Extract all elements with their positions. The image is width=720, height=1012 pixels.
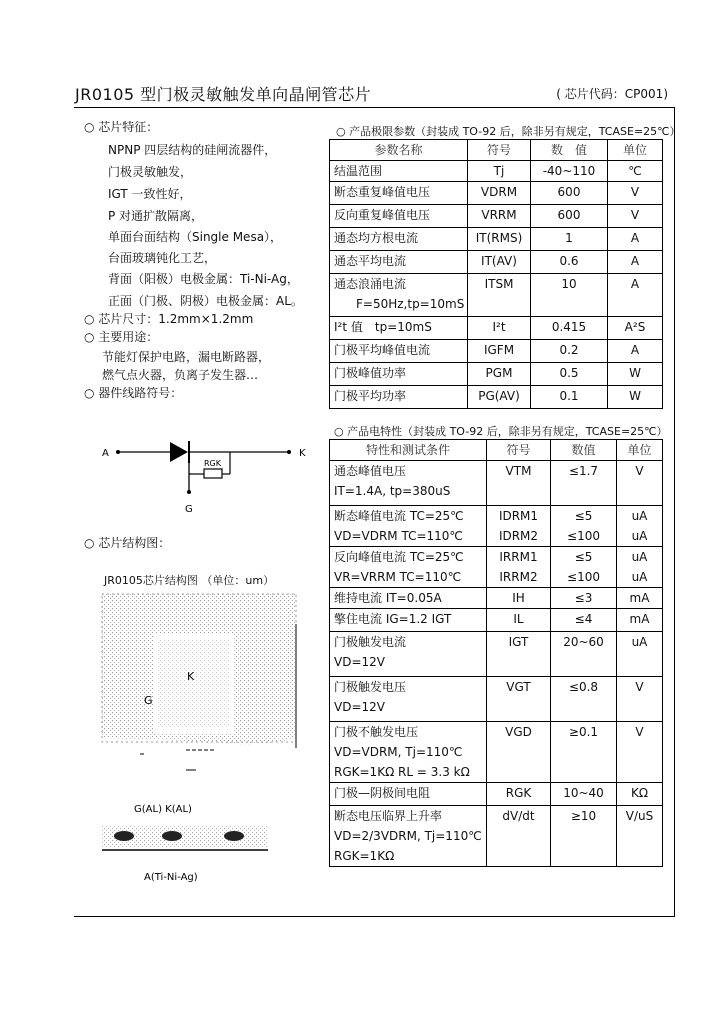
param-value: 0.6 <box>531 251 608 274</box>
cond-line: 反向峰值电流 TC=25℃ <box>334 550 464 564</box>
param-unit: A²S <box>608 317 663 340</box>
col-header: 单位 <box>617 440 663 461</box>
char-symbol: IL <box>487 609 551 632</box>
thyristor-symbol <box>96 430 316 520</box>
char-symbol: IGT <box>487 632 551 677</box>
char-unit: uA <box>631 570 648 584</box>
cond-line: 通态峰值电压 <box>334 464 407 478</box>
col-header: 符号 <box>468 140 531 161</box>
char-unit: uA <box>631 509 648 523</box>
cond-line: 门极触发电流 <box>334 635 407 649</box>
param-symbol: PGM <box>468 363 531 386</box>
table-row <box>330 588 663 609</box>
param-unit: A <box>608 228 663 251</box>
table-row <box>330 722 663 783</box>
param-name: 门极平均峰值电流 <box>330 340 468 363</box>
electrical-table <box>329 439 663 867</box>
table-row <box>330 182 663 205</box>
param-value: 1 <box>531 228 608 251</box>
table-row <box>330 506 663 547</box>
resistor <box>204 469 222 478</box>
char-value: ≤4 <box>551 609 617 632</box>
table-row <box>330 547 663 588</box>
cond-line: VD=12V <box>334 700 385 714</box>
char-value: 20~60 <box>551 632 617 677</box>
feature-line: 门极灵敏触发， <box>108 165 193 179</box>
cathode-region-label: K <box>187 670 195 683</box>
gate-region-label: G <box>144 694 153 707</box>
char-symbol: VGD <box>487 722 551 783</box>
table-row <box>330 783 663 806</box>
param-unit: A <box>608 251 663 274</box>
chip-code: ( 芯片代码：CP001) <box>556 87 668 101</box>
char-unit: V <box>617 461 663 506</box>
table-row <box>330 205 663 228</box>
cond-line: 擎住电流 IG=1.2 IGT <box>330 609 487 632</box>
anode-metal-label: A(Ti-Ni-Ag) <box>144 872 198 883</box>
char-value: ≥10 <box>551 806 617 867</box>
char-value: ≥0.1 <box>551 722 617 783</box>
table-row <box>330 386 663 409</box>
param-unit: W <box>608 363 663 386</box>
char-unit: V/uS <box>617 806 663 867</box>
electrical-heading: ○ 产品电特性（封装成 TO-92 后，除非另有规定，TCASE=25℃） <box>334 425 668 438</box>
cond-line: VD=VDRM, Tj=110℃ <box>334 745 463 759</box>
bottom-rule <box>74 916 674 917</box>
char-symbol: dV/dt <box>487 806 551 867</box>
cond-line: 门极—阴极间电阻 <box>330 783 487 806</box>
param-name: 通态均方根电流 <box>330 228 468 251</box>
col-header: 符号 <box>487 440 551 461</box>
param-symbol: PG(AV) <box>468 386 531 409</box>
param-name: 门极峰值功率 <box>330 363 468 386</box>
param-symbol: IT(AV) <box>468 251 531 274</box>
col-header: 参数名称 <box>330 140 468 161</box>
char-value: ≤100 <box>567 529 600 543</box>
param-name: 通态平均电流 <box>330 251 468 274</box>
feature-line: IGT 一致性好， <box>108 187 192 201</box>
param-name-text: 通态浪涌电流 <box>334 277 407 291</box>
cond-line: VD=2/3VDRM, Tj=110℃ <box>334 829 482 843</box>
col-header: 特性和测试条件 <box>330 440 487 461</box>
param-value: 0.2 <box>531 340 608 363</box>
feature-line: P 对通扩散隔离， <box>108 209 204 223</box>
cond-line: RGK=1KΩ <box>334 849 395 863</box>
col-header: 单位 <box>608 140 663 161</box>
col-header: 数值 <box>551 440 617 461</box>
char-symbol: VGT <box>487 677 551 722</box>
rgk-label: RGK <box>204 459 222 468</box>
table-row <box>330 228 663 251</box>
param-value: 0.5 <box>531 363 608 386</box>
anode-label: A <box>102 448 109 459</box>
use-line: 节能灯保护电路，漏电断路器， <box>102 350 271 364</box>
cond-line: 维持电流 IT=0.05A <box>330 588 487 609</box>
param-symbol: IGFM <box>468 340 531 363</box>
char-unit: V <box>617 722 663 783</box>
right-rule <box>674 107 675 917</box>
table-row <box>330 251 663 274</box>
cond-line: VR=VRRM TC=110℃ <box>334 570 462 584</box>
table-header-row <box>330 140 663 161</box>
char-unit: uA <box>617 632 663 677</box>
param-symbol: Tj <box>468 161 531 182</box>
feature-line: 单面台面结构（Single Mesa）， <box>108 230 283 244</box>
param-value: 0.415 <box>531 317 608 340</box>
table-row <box>330 806 663 867</box>
structure-caption: JR0105芯片结构图 （单位：um） <box>104 574 275 587</box>
table-row <box>330 340 663 363</box>
limits-heading: ○ 产品极限参数（封装成 TO-92 后，除非另有规定，TCASE=25℃） <box>336 125 681 138</box>
char-value: ≤100 <box>567 570 600 584</box>
use-line: 燃气点火器，负离子发生器… <box>102 368 259 382</box>
param-name: 结温范围 <box>330 161 468 182</box>
param-value: 600 <box>531 205 608 228</box>
char-symbol: IDRM2 <box>498 529 539 543</box>
char-unit: KΩ <box>617 783 663 806</box>
param-unit: V <box>608 205 663 228</box>
char-symbol: RGK <box>487 783 551 806</box>
char-value: ≤5 <box>574 509 593 523</box>
table-row <box>330 317 663 340</box>
limits-table <box>329 139 663 409</box>
param-symbol: I²t <box>468 317 531 340</box>
cond-line: 门极不触发电压 <box>334 725 419 739</box>
table-row <box>330 632 663 677</box>
cathode-label: K <box>299 448 306 459</box>
param-name: 门极平均功率 <box>330 386 468 409</box>
char-value: ≤1.7 <box>551 461 617 506</box>
char-unit: uA <box>631 550 648 564</box>
char-symbol: IH <box>487 588 551 609</box>
param-value: 600 <box>531 182 608 205</box>
feature-line: 台面玻璃钝化工艺， <box>108 251 217 265</box>
param-condition: F=50Hz,tp=10mS <box>356 297 465 311</box>
table-header-row <box>330 440 663 461</box>
char-symbol: IDRM1 <box>498 509 539 523</box>
char-unit: uA <box>631 529 648 543</box>
features-heading: ○ 芯片特征： <box>84 120 159 134</box>
char-unit: mA <box>617 588 663 609</box>
table-row <box>330 161 663 182</box>
param-name: I²t 值 tp=10mS <box>330 317 468 340</box>
param-value: 0.1 <box>531 386 608 409</box>
table-row <box>330 677 663 722</box>
char-value: ≤0.8 <box>551 677 617 722</box>
table-row <box>330 274 663 317</box>
param-symbol: VRRM <box>468 205 531 228</box>
cond-line: VD=12V <box>334 655 385 669</box>
structure-heading: ○ 芯片结构图： <box>84 536 171 550</box>
char-symbol: IRRM1 <box>499 550 538 564</box>
char-value: ≤5 <box>574 550 593 564</box>
param-value: -40~110 <box>531 161 608 182</box>
chip-size: ○ 芯片尺寸：1.2mm×1.2mm <box>84 312 254 326</box>
gate-label: G <box>185 504 193 515</box>
symbol-heading: ○ 器件线路符号： <box>84 386 183 400</box>
col-header: 数 值 <box>531 140 608 161</box>
char-unit: mA <box>617 609 663 632</box>
char-symbol: IRRM2 <box>499 570 538 584</box>
param-name: 反向重复峰值电压 <box>330 205 468 228</box>
page-title: JR0105 型门极灵敏触发单向晶闸管芯片 <box>75 85 372 104</box>
cond-line: IT=1.4A, tp=380uS <box>334 484 451 498</box>
feature-line: 正面（门极、阴极）电极金属：AL。 <box>108 294 303 308</box>
char-value: ≤3 <box>551 588 617 609</box>
param-name <box>330 274 468 317</box>
param-unit: W <box>608 386 663 409</box>
cond-line: 断态峰值电流 TC=25℃ <box>334 509 464 523</box>
param-symbol: ITSM <box>468 274 531 317</box>
bottom-electrode-labels: G(AL) K(AL) <box>134 804 192 815</box>
cond-line: 门极触发电压 <box>334 680 407 694</box>
param-unit: A <box>608 340 663 363</box>
chip-structure-diagram <box>96 588 310 888</box>
param-value: 10 <box>531 274 608 317</box>
table-row <box>330 363 663 386</box>
feature-line: NPNP 四层结构的硅闸流器件， <box>108 143 277 157</box>
table-row <box>330 609 663 632</box>
char-value: 10~40 <box>551 783 617 806</box>
cond-line: RGK=1KΩ RL = 3.3 kΩ <box>334 765 470 779</box>
param-unit: A <box>608 274 663 317</box>
param-unit: V <box>608 182 663 205</box>
char-unit: V <box>617 677 663 722</box>
param-symbol: IT(RMS) <box>468 228 531 251</box>
param-unit: ℃ <box>608 161 663 182</box>
cond-line: VD=VDRM TC=110℃ <box>334 529 463 543</box>
feature-line: 背面（阳极）电极金属：Ti-Ni-Ag， <box>108 272 299 286</box>
cond-line: 断态电压临界上升率 <box>334 809 443 823</box>
top-rule <box>74 107 674 108</box>
uses-heading: ○ 主要用途： <box>84 330 159 344</box>
table-row <box>330 461 663 506</box>
char-symbol: VTM <box>487 461 551 506</box>
diode-triangle <box>170 442 188 462</box>
param-symbol: VDRM <box>468 182 531 205</box>
param-name: 断态重复峰值电压 <box>330 182 468 205</box>
